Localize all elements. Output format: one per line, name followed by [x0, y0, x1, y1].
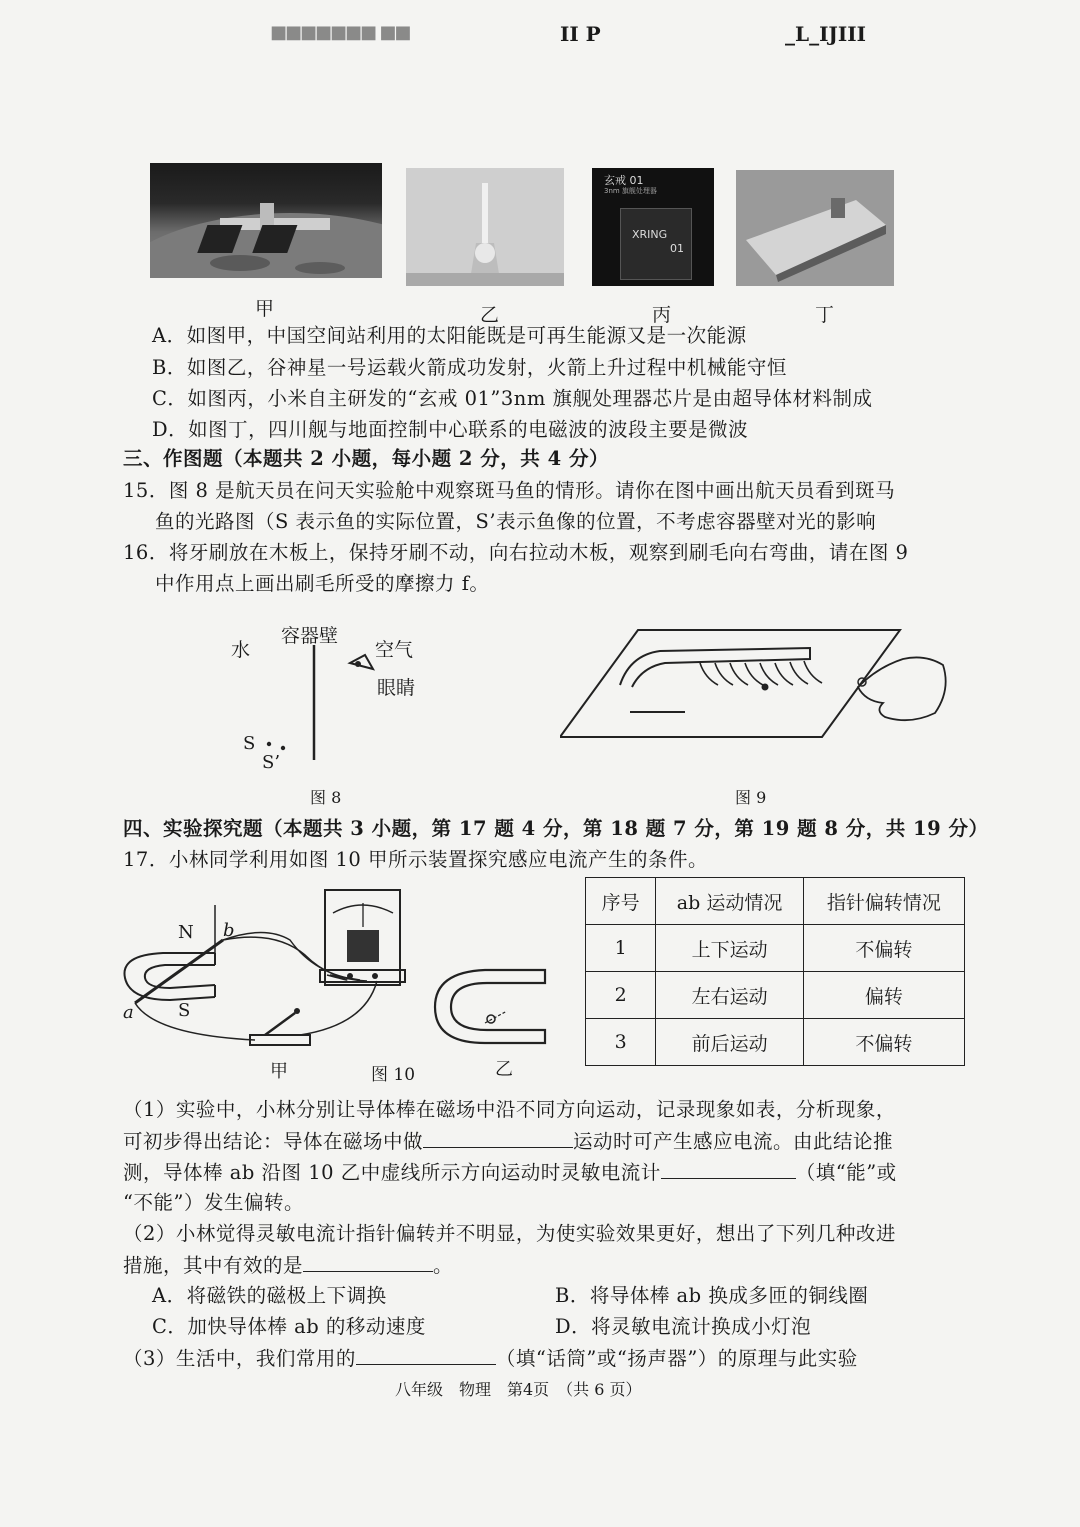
- q16-line1: 16．将牙刷放在木板上，保持牙刷不动，向右拉动木板，观察到刷毛向右弯曲，请在图 9: [123, 541, 909, 564]
- fig10-label-b: b: [223, 920, 235, 941]
- fig8-s-prime: S’: [262, 752, 281, 773]
- photo-label-ding: 丁: [815, 304, 835, 326]
- q17-option-d: D．将灵敏电流计换成小灯泡: [555, 1315, 812, 1338]
- section3-title: 三、作图题（本题共 2 小题，每小题 2 分，共 4 分）: [123, 447, 609, 470]
- table-row: [586, 1019, 965, 1066]
- table-cell: 不偏转: [803, 925, 964, 972]
- table-cell: 上下运动: [656, 925, 803, 972]
- page-footer: 八年级 物理 第4页 （共 6 页）: [395, 1380, 642, 1399]
- q17-p1-line2: [123, 1127, 893, 1156]
- fig8-eye: 眼睛: [377, 677, 416, 699]
- fig10-caption: 图 10: [371, 1065, 416, 1085]
- fig8-water: 水: [231, 639, 251, 661]
- table-cell: 2: [586, 972, 656, 1019]
- q17-option-b: B．将导体棒 ab 换成多匝的铜线圈: [555, 1284, 869, 1307]
- q15-line1: 15．图 8 是航天员在问天实验舱中观察斑马鱼的情形。请你在图中画出航天员看到斑马: [123, 479, 896, 502]
- q17-p2-line2-a: 措施，其中有效的是: [123, 1254, 304, 1277]
- table-row: [586, 925, 965, 972]
- table-row: [586, 972, 965, 1019]
- photo-carrier: [736, 170, 894, 286]
- fig8-wall: 容器壁: [281, 625, 339, 647]
- table-cell: 不偏转: [803, 1019, 964, 1066]
- answer-blank-2[interactable]: [661, 1158, 796, 1179]
- q14-option-a: A．如图甲，中国空间站利用的太阳能既是可再生能源又是一次能源: [152, 324, 747, 347]
- fig10-label-jia: 甲: [270, 1061, 288, 1082]
- photo-space-station: [150, 163, 382, 278]
- q17-p1-line2-a: 可初步得出结论：导体在磁场中做: [123, 1130, 424, 1153]
- q17-p2-line2: [123, 1251, 453, 1280]
- table-header-row: [586, 878, 965, 925]
- answer-blank-3[interactable]: [303, 1251, 433, 1272]
- q14-option-c: C．如图丙，小米自主研发的“玄戒 01”3nm 旗舰处理器芯片是由超导体材料制成: [152, 387, 873, 410]
- fig9-caption: 图 9: [735, 788, 767, 807]
- q17-table: [585, 877, 965, 1066]
- chip-line-2: 3nm 旗舰处理器: [604, 187, 657, 195]
- header-fragment: [270, 22, 890, 52]
- photo-rocket: [406, 168, 564, 286]
- figure-8: [225, 615, 455, 815]
- figure-9: [560, 625, 960, 815]
- fig10-label-yi: 乙: [495, 1059, 513, 1080]
- q17-option-a: A．将磁铁的磁极上下调换: [152, 1284, 387, 1307]
- q17-p1-line1: （1）实验中，小林分别让导体棒在磁场中沿不同方向运动，记录现象如表，分析现象，: [123, 1098, 896, 1121]
- photo-label-bing: 丙: [652, 304, 672, 326]
- q17-p1-line3-a: 测，导体棒 ab 沿图 10 乙中虚线所示方向运动时灵敏电流计: [123, 1161, 661, 1184]
- header-fragment-a: ■■■■■■■ ■■: [270, 22, 410, 43]
- q17-intro: 17．小林同学利用如图 10 甲所示装置探究感应电流产生的条件。: [123, 848, 709, 871]
- chip-line-4: 01: [670, 242, 684, 255]
- q16-line2: 中作用点上画出刷毛所受的摩擦力 f。: [155, 572, 490, 595]
- table-cell: 3: [586, 1019, 656, 1066]
- photo-chip: [592, 168, 714, 286]
- header-fragment-b: II P: [560, 22, 601, 46]
- chip-line-3: XRING: [632, 228, 668, 241]
- fig9-drawing: [560, 625, 960, 745]
- table-header: 指针偏转情况: [803, 878, 964, 925]
- photo-label-yi: 乙: [480, 304, 500, 326]
- q14-option-d: D．如图丁，四川舰与地面控制中心联系的电磁波的波段主要是微波: [152, 418, 749, 441]
- q14-option-b: B．如图乙，谷神星一号运载火箭成功发射，火箭上升过程中机械能守恒: [152, 356, 787, 379]
- fig8-s: S: [243, 733, 256, 754]
- table-cell: 1: [586, 925, 656, 972]
- q17-option-c: C．加快导体棒 ab 的移动速度: [152, 1315, 426, 1338]
- q17-p1-line2-b: 运动时可产生感应电流。由此结论推: [573, 1130, 894, 1153]
- section4-title: 四、实验探究题（本题共 3 小题，第 17 题 4 分，第 18 题 7 分，第 19 题 8 分，共 19 分）: [123, 817, 989, 840]
- answer-blank-1[interactable]: [423, 1127, 573, 1148]
- q17-p3-a: （3）生活中，我们常用的: [123, 1347, 356, 1370]
- fig10-label-a: a: [123, 1002, 134, 1023]
- q17-p3-line: [123, 1344, 858, 1373]
- answer-blank-4[interactable]: [356, 1344, 496, 1365]
- table-header: 序号: [586, 878, 656, 925]
- fig8-caption: 图 8: [310, 788, 342, 807]
- header-fragment-c: _L_IJIII: [785, 22, 866, 46]
- table-cell: 偏转: [803, 972, 964, 1019]
- chip-line-1: 玄戒 01: [604, 174, 644, 187]
- q15-line2: 鱼的光路图（S 表示鱼的实际位置，S’表示鱼像的位置，不考虑容器壁对光的影响: [155, 510, 877, 533]
- q17-p2-line1: （2）小林觉得灵敏电流计指针偏转并不明显，为使实验效果更好，想出了下列几种改进: [123, 1222, 896, 1245]
- photo-label-jia: 甲: [255, 298, 275, 320]
- table-cell: 前后运动: [656, 1019, 803, 1066]
- q17-p2-line2-b: 。: [433, 1254, 454, 1277]
- q17-p1-line3: [123, 1158, 897, 1187]
- table-header: ab 运动情况: [656, 878, 803, 925]
- fig10-label-s: S: [178, 1000, 191, 1021]
- q17-p1-line4: “不能”）发生偏转。: [123, 1191, 304, 1214]
- fig10-label-n: N: [178, 922, 194, 943]
- figure-10: [115, 885, 565, 1085]
- q17-p3-b: （填“话筒”或“扬声器”）的原理与此实验: [495, 1347, 858, 1370]
- q17-p1-line3-b: （填“能”或: [795, 1161, 897, 1184]
- fig8-air: 空气: [375, 639, 414, 661]
- table-cell: 左右运动: [656, 972, 803, 1019]
